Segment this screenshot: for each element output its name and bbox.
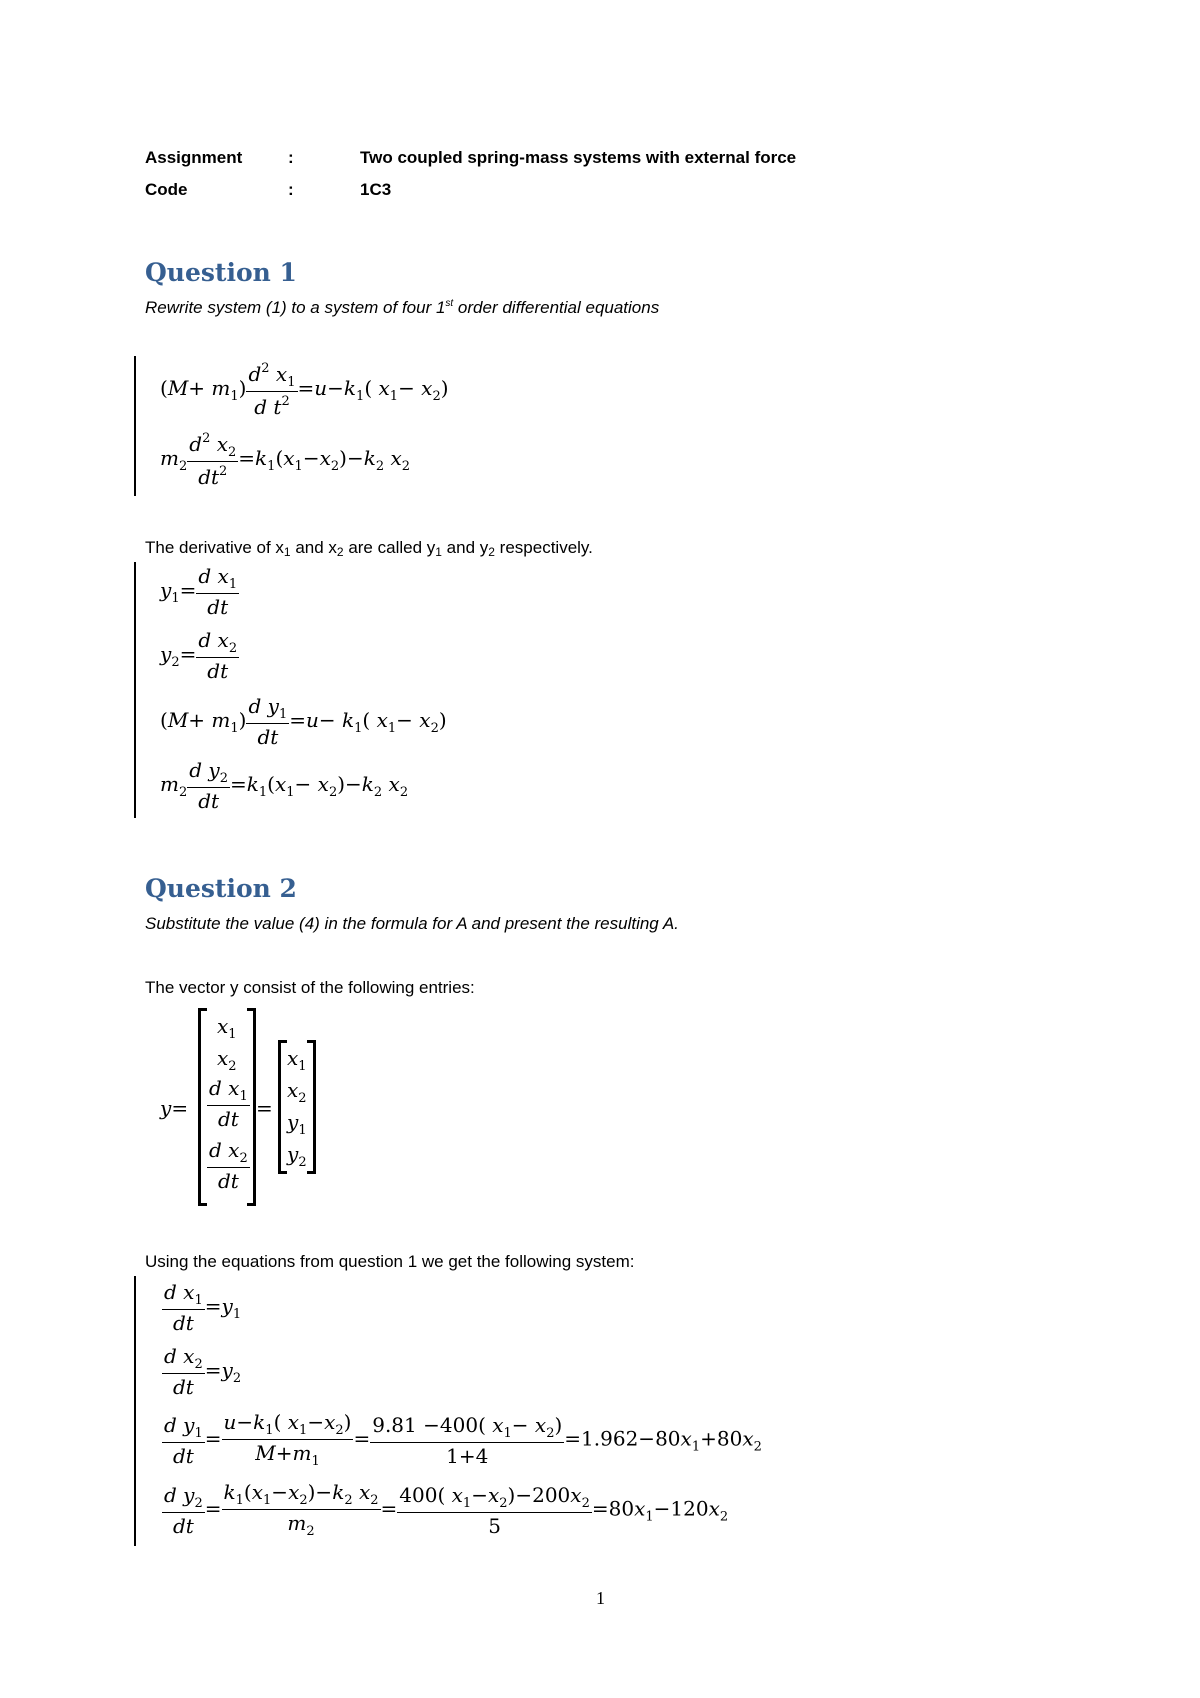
eq-result: =80 [591, 1496, 635, 1521]
system-eq-dy1: $\frac{d y_1}{dt}$ = $\frac{u-k_1( x_1-x_2)}{M+m_1}$ = $\frac{9.81 -400( x_1- x_2)}{1+4}$ $=1.962-80x_1+80x_2$ [164, 1410, 762, 1469]
system-eq-dx2: $\frac{d x_2}{dt}$ $=y_2$ [164, 1344, 242, 1399]
eq-result: −120 [653, 1496, 709, 1521]
matrix-entry: $x_1$ [217, 1014, 237, 1042]
eq-number: 1+4 [446, 1443, 489, 1468]
question-2-prompt: Substitute the value (4) in the formula for A and present the resulting A. [145, 914, 679, 933]
prompt-text: Rewrite system (1) to a system of four 1 [145, 298, 446, 317]
derivative-note [145, 538, 593, 559]
equation-y2-definition: $y_2=$ $\frac{d x_2}{dt}$ [160, 628, 238, 683]
eq-result: +80 [700, 1426, 743, 1451]
system-note: Using the equations from question 1 we get the following system: [145, 1252, 635, 1271]
matrix-entry: $y_2$ [287, 1142, 307, 1170]
equation-y1-definition: $y_1=$ $\frac{d x_1}{dt}$ [160, 564, 238, 619]
equation-system-1-line-2: $m_2$ $\frac{d^2 x_2}{dt^2}$ $=k_1(x_1-x_2)-k_2$ $x_2$ [160, 431, 411, 489]
matrix-entry: $\frac{d x_2}{dt}$ [209, 1138, 248, 1193]
note-part: are called y [343, 538, 436, 557]
assignment-separator: : [288, 148, 294, 167]
code-value: 1C3 [360, 180, 392, 199]
code-label: Code [145, 180, 188, 199]
eq-result: =1.962−80 [564, 1426, 681, 1451]
matrix-entry: $\frac{d x_1}{dt}$ [209, 1076, 248, 1131]
eq-number: 400 [439, 1412, 479, 1437]
equation-system-1-line-1: $(M+ m_1)$ $\frac{d^2 x_1}{d t^2}$ $=u-k_1$( $x_1- x_2$) [160, 361, 449, 419]
matrix-right [278, 1040, 316, 1174]
system-eq-dy2: $\frac{d y_2}{dt}$ = $\frac{k_1(x_1-x_2)-k_2 x_2}{m_2}$ = $\frac{400( x_1-x_2)-200x_2}{5}$ $=80x_1-120x_2$ [164, 1480, 729, 1539]
matrix-entry: $x_1$ [287, 1046, 307, 1074]
equation-dy1: $(M+ m_1)$ $\frac{d y_1}{dt}$ $=u- k_1$( $x_1- x_2$) [160, 694, 447, 749]
prompt-text-tail: order differential equations [453, 298, 660, 317]
note-part: respectively. [494, 538, 593, 557]
assignment-label: Assignment [145, 148, 243, 167]
prompt-superscript: st [445, 298, 454, 309]
note-sub: 2 [336, 545, 344, 559]
note-sub: 2 [488, 545, 495, 559]
equation-block-bar [134, 356, 136, 496]
equation-dy2: $m_2$ $\frac{d y_2}{dt}$ $=k_1(x_1- x_2)-k_2$ $x_2$ [160, 758, 409, 813]
matrix-left [198, 1008, 256, 1206]
matrix-entry: $x_2$ [287, 1078, 307, 1106]
vector-y-label: y= [160, 1096, 189, 1120]
eq-number: −200 [515, 1482, 571, 1507]
note-sub: 1 [283, 545, 291, 559]
page-number: 1 [596, 1588, 605, 1608]
eq-number: 9.81 [372, 1412, 417, 1437]
matrix-entry: $x_2$ [217, 1046, 237, 1074]
question-1-heading: Question 1 [145, 258, 297, 287]
question-2-heading: Question 2 [145, 874, 297, 903]
eq-number: 5 [488, 1513, 501, 1538]
matrix-entry: $y_1$ [287, 1110, 307, 1138]
question-1-prompt [145, 298, 659, 318]
equation-block-bar [134, 562, 136, 818]
note-sub: 1 [435, 545, 442, 559]
note-part: and y [441, 538, 489, 557]
equation-block-bar [134, 1276, 136, 1546]
eq-number: 400 [399, 1482, 438, 1507]
note-part: The derivative of x [145, 538, 284, 557]
system-eq-dx1: $\frac{d x_1}{dt}$ $=y_1$ [164, 1280, 242, 1335]
assignment-value: Two coupled spring-mass systems with external force [360, 148, 797, 167]
code-separator: : [288, 180, 294, 199]
note-part: and x [290, 538, 337, 557]
vector-note: The vector y consist of the following entries: [145, 978, 475, 997]
matrix-equals: = [256, 1096, 273, 1120]
